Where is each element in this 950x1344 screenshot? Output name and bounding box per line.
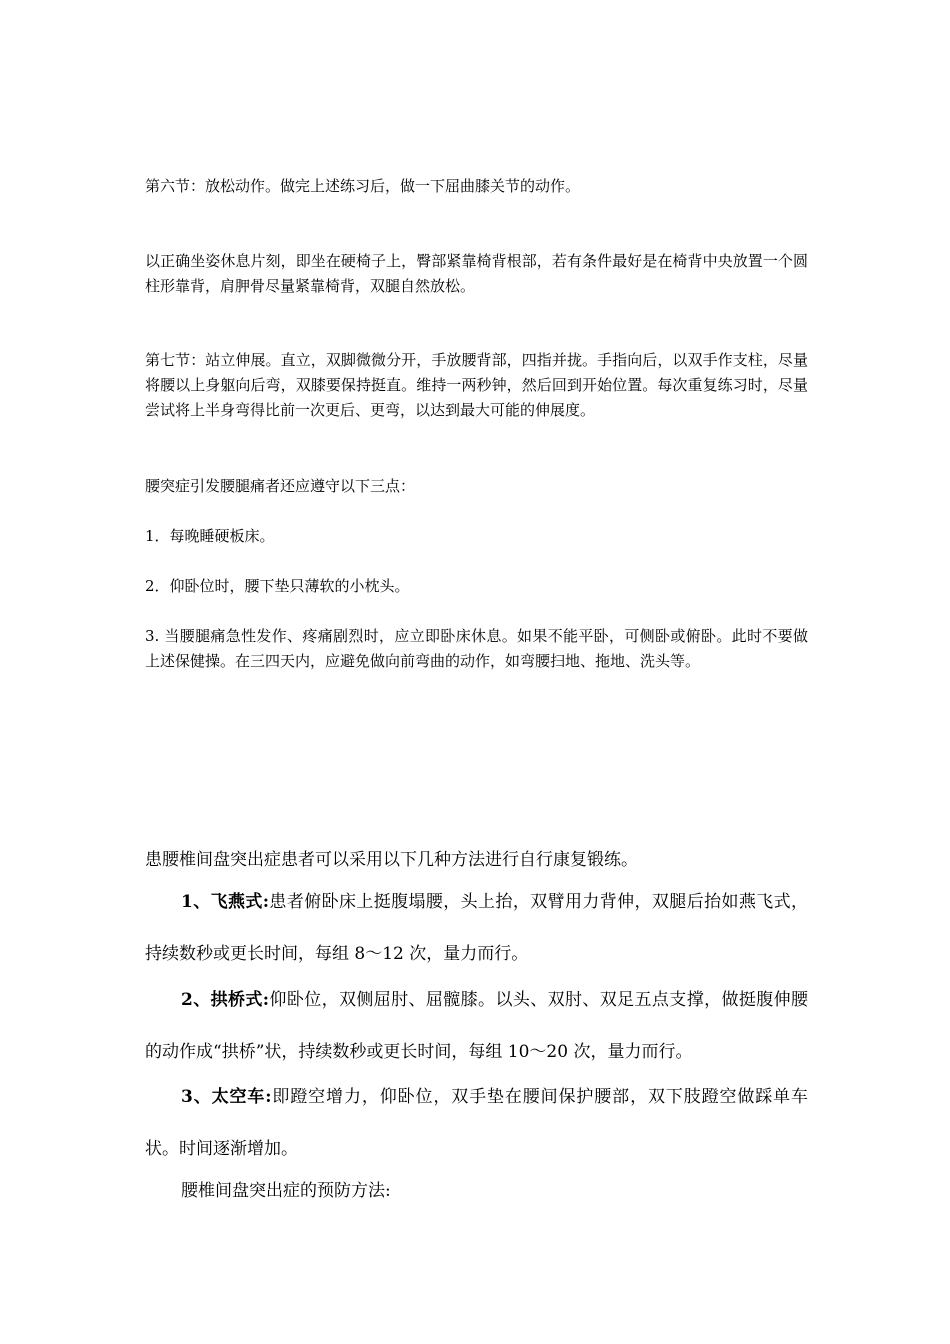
exercise-text: 即蹬空增力，仰卧位，双手垫在腰间保护腰部，双下肢蹬空做踩单车状。时间逐渐增加。 [145, 1087, 809, 1159]
paragraph-three-rules-heading: 腰突症引发腰腿痛者还应遵守以下三点： [145, 477, 416, 495]
exercise-title: 2、拱桥式: [181, 990, 270, 1010]
exercise-item-2 [145, 974, 808, 1078]
list-item-rule-2: 2．仰卧位时，腰下垫只薄软的小枕头。 [145, 577, 410, 595]
exercise-title: 1、飞燕式: [181, 892, 270, 912]
exercise-title: 3、太空车: [181, 1087, 272, 1107]
paragraph-section-seven: 第七节：站立伸展。直立，双脚微微分开，手放腰背部，四指并拢。手指向后，以双手作支柱，尽量将腰以上身躯向后弯，双膝要保持挺直。维持一两秒钟，然后回到开始位置。每次重复练习时，尽量尝试将上半身弯得比前一次更后、更弯，以达到最大可能的伸展度。 [145, 351, 808, 419]
exercise-text: 仰卧位，双侧屈肘、屈髋膝。以头、双肘、双足五点支撑，做挺腹伸腰的动作成“拱桥”状，持续数秒或更长时间，每组 10～20 次，量力而行。 [145, 990, 809, 1062]
list-item-rule-1: 1．每晚睡硬板床。 [145, 527, 275, 545]
paragraph-section-six: 第六节：放松动作。做完上述练习后，做一下屈曲膝关节的动作。 [145, 177, 581, 195]
exercise-text: 患者俯卧床上挺腹塌腰，头上抬，双臂用力背伸，双腿后抬如燕飞式，持续数秒或更长时间，每组 8～12 次，量力而行。 [145, 892, 809, 964]
paragraph-exercise-intro: 患腰椎间盘突出症患者可以采用以下几种方法进行自行康复锻练。 [145, 850, 638, 870]
exercise-item-1 [145, 876, 808, 980]
paragraph-prevention-heading: 腰椎间盘突出症的预防方法: [181, 1181, 391, 1201]
exercise-item-3 [145, 1071, 808, 1175]
list-item-rule-3: 3. 当腰腿痛急性发作、疼痛剧烈时，应立即卧床休息。如果不能平卧，可侧卧或俯卧。此时不要做上述保健操。在三四天内，应避免做向前弯曲的动作，如弯腰扫地、拖地、洗头等。 [145, 627, 808, 670]
paragraph-sitting-posture: 以正确坐姿休息片刻，即坐在硬椅子上，臀部紧靠椅背根部，若有条件最好是在椅背中央放置一个圆柱形靠背，肩胛骨尽量紧靠椅背，双腿自然放松。 [145, 252, 808, 295]
